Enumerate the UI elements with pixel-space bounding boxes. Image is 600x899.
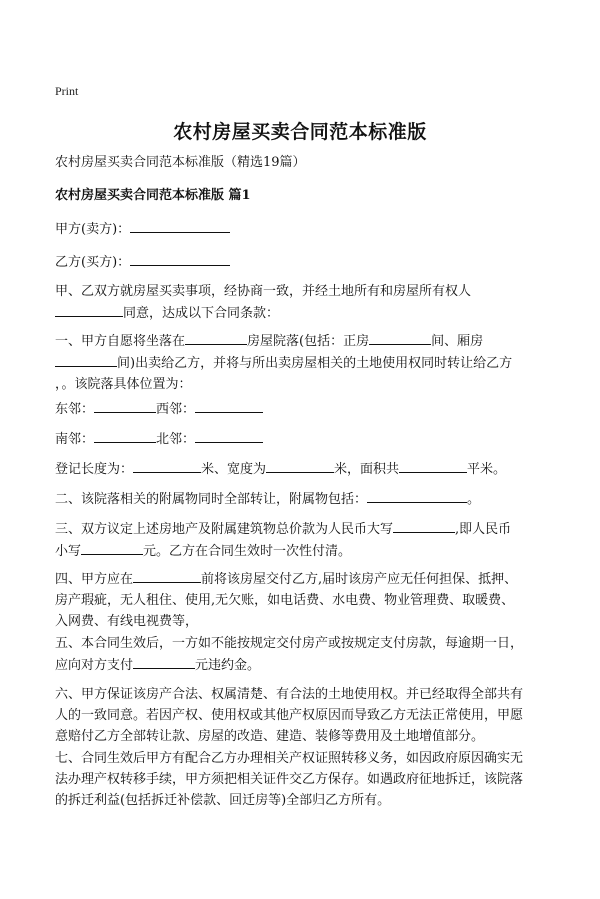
- east-blank: [94, 398, 156, 413]
- attachments-blank: [367, 488, 467, 503]
- west-blank: [195, 398, 263, 413]
- length-blank: [133, 458, 201, 473]
- clause-2: 二、该院落相关的附属物同时全部转让，附属物包括： 。: [55, 488, 550, 510]
- intro-line-2: 同意，达成以下合同条款：: [55, 302, 550, 324]
- north-blank: [195, 428, 263, 443]
- document-subtitle: 农村房屋买卖合同范本标准版（精选19篇）: [55, 155, 306, 170]
- section-heading: 农村房屋买卖合同范本标准版 篇1: [55, 188, 251, 203]
- price-uppercase-blank: [393, 518, 455, 533]
- clause-7-line-3: 的拆迁利益(包括拆迁补偿款、回迁房等)全部归乙方所有。: [55, 793, 391, 808]
- clause-7-line-1: 七、合同生效后甲方有配合乙方办理相关产权证照转移义务，如因政府原因确实无: [55, 751, 524, 766]
- clause-1-line-2: 间)出卖给乙方，并将与所出卖房屋相关的土地使用权同时转让给乙方: [55, 352, 550, 374]
- south-north-line: 南邻： 北邻：: [55, 428, 550, 450]
- clause-1-line-1: 一、甲方自愿将坐落在 房屋院落(包括：正房 间、厢房: [55, 330, 550, 352]
- party-b-blank: [130, 251, 230, 266]
- clause-7-line-2: 法办理产权转移手续，甲方须把相关证件交乙方保存。如遇政府征地拆迁，该院落: [55, 772, 524, 787]
- party-a-blank: [130, 218, 230, 233]
- clause-5-line-2: 应向对方支付 元违约金。: [55, 654, 550, 676]
- owner-blank: [55, 302, 123, 317]
- clause-5: [55, 633, 550, 676]
- party-a-line: [55, 218, 550, 240]
- clause-5-line-1: 五、本合同生效后，一方如不能按规定交付房产或按规定支付房款，每逾期一日，: [55, 636, 524, 651]
- party-b-label: 乙方(买方)：: [55, 255, 131, 270]
- side-room-blank: [55, 352, 117, 367]
- clause-1-line-3: ，。该院落具体位置为：: [55, 377, 192, 392]
- clause-4-line-3: 入网费、有线电视费等，: [55, 614, 199, 629]
- clause-6-line-1: 六、甲方保证该房产合法、权属清楚、有合法的土地使用权。并已经取得全部共有: [55, 687, 524, 702]
- location-blank: [185, 330, 247, 345]
- main-room-blank: [369, 330, 431, 345]
- clause-6-line-3: 意赔付乙方全部转让款、房屋的改造、建造、装修等费用及土地增值部分。: [55, 729, 485, 744]
- delivery-date-blank: [133, 568, 201, 583]
- party-a-label: 甲方(卖方)：: [55, 222, 131, 237]
- clause-3: [55, 518, 550, 562]
- party-b-line: [55, 251, 550, 273]
- intro-paragraph: [55, 281, 550, 324]
- clause-3-line-2: 小写 元。乙方在合同生效时一次性付清。: [55, 540, 550, 562]
- clause-4-line-1: 四、甲方应在 前将该房屋交付乙方,届时该房产应无任何担保、抵押、: [55, 568, 550, 590]
- width-blank: [266, 458, 334, 473]
- price-lowercase-blank: [81, 540, 143, 555]
- intro-line-1: 甲、乙双方就房屋买卖事项，经协商一致，并经土地所有和房屋所有权人: [55, 284, 472, 299]
- east-west-line: 东邻： 西邻：: [55, 398, 550, 420]
- south-blank: [94, 428, 156, 443]
- clause-6: [55, 684, 550, 747]
- registration-line: 登记长度为： 米、宽度为 米，面积共 平米。: [55, 458, 550, 480]
- document-title: 农村房屋买卖合同范本标准版: [173, 121, 427, 143]
- clause-6-line-2: 人的一致同意。若因产权、使用权或其他产权原因而导致乙方无法正常使用，甲愿: [55, 708, 524, 723]
- print-label: Print: [55, 84, 79, 98]
- penalty-blank: [133, 654, 195, 669]
- clause-4-line-2: 房产瑕疵，无人租住、使用,无欠账，如电话费、水电费、物业管理费、取暖费、: [55, 593, 515, 608]
- clause-7: [55, 748, 550, 811]
- area-blank: [399, 458, 467, 473]
- clause-4: [55, 568, 550, 632]
- clause-1: [55, 330, 550, 395]
- clause-3-line-1: 三、双方议定上述房地产及附属建筑物总价款为人民币大写 ,即人民币: [55, 518, 550, 540]
